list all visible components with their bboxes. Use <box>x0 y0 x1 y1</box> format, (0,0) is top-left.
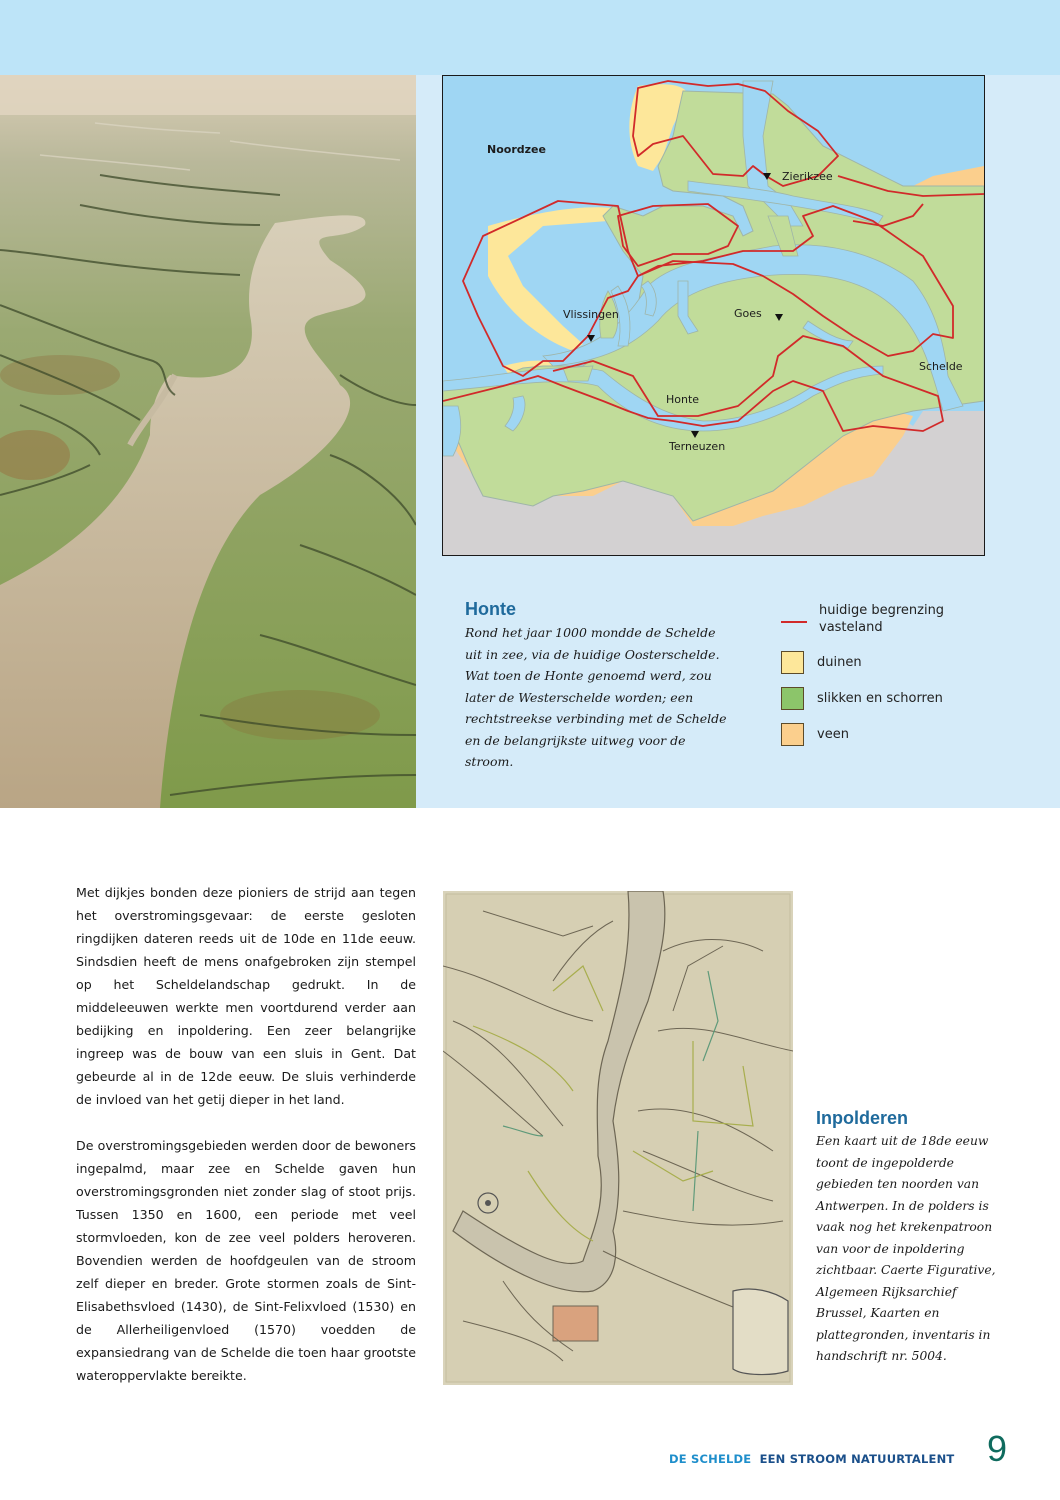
footer-series-title: DE SCHELDE <box>669 1452 752 1466</box>
page-number: 9 <box>987 1428 1008 1469</box>
map-label-goes: Goes <box>734 307 762 320</box>
inpolderen-caption-body: Een kaart uit de 18de eeuw toont de ingepolderde gebieden ten noorden van Antwerpen. In de polders is vaak nog het krekenpatroon van voor de inpoldering zichtbaar. Caerte Figurative, Algemeen Rijksarchief Brussel, Kaarten en plattegronden, inventaris in handschrift nr. 5004. <box>816 1134 996 1363</box>
map-label-zierikzee: Zierikzee <box>782 170 833 183</box>
aerial-photo-image <box>0 75 416 808</box>
body-paragraph-2: De overstromingsgebieden werden door de bewoners ingepalmd, maar zee en Schelde gaven hun overstromingsgronden niet zonder slag of stoot prijs. Tussen 1350 en 1600, een periode met veel stormvloeden, kon de zee veel polders heroveren. Bovendien werden de hoofdgeulen van de stroom zelf dieper en breder. Grote stormen zoals de Sint-Elisabethsvloed (1430), de Sint-Felixvloed (1530) en de Allerheiligenvloed (1570) voedden de expansiedrang van de Schelde die toen haar grootste wateroppervlakte bereikte. <box>76 1138 416 1383</box>
legend-item-boundary <box>781 602 1001 644</box>
old-map-image <box>443 891 793 1385</box>
legend-item-mudflats <box>781 680 1001 716</box>
map-label-terneuzen: Terneuzen <box>669 440 726 453</box>
legend-item-peat <box>781 716 1001 752</box>
honte-caption-body: Rond het jaar 1000 mondde de Schelde uit in zee, via de huidige Oosterschelde. Wat toen de Honte genoemd werd, zou later de Westerschelde worden; een rechtstreekse verbinding met de Schelde en de belangrijkste uitweg voor de stroom. <box>465 625 727 769</box>
red-line-icon <box>781 621 807 623</box>
legend-item-dunes <box>781 644 1001 680</box>
map-label-honte: Honte <box>666 393 700 406</box>
footer-book-title: EEN STROOM NATUURTALENT <box>759 1452 955 1466</box>
map-legend <box>781 602 1001 752</box>
map-label-noordzee: Noordzee <box>487 143 546 156</box>
map-label-vlissingen: Vlissingen <box>563 308 619 321</box>
legend-label: duinen <box>817 654 862 670</box>
inpolderen-caption-title: Inpolderen <box>816 1108 909 1128</box>
honte-caption <box>465 599 735 773</box>
honte-caption-title: Honte <box>465 599 516 619</box>
mudflats-swatch-icon <box>781 687 804 710</box>
running-footer <box>669 1452 954 1466</box>
inpolderen-caption <box>816 1108 996 1368</box>
legend-label: veen <box>817 726 849 742</box>
aerial-photo-salt-marsh <box>0 75 416 808</box>
top-color-band <box>0 0 1060 75</box>
dunes-swatch-icon <box>781 651 804 674</box>
historical-map-zeeland <box>442 75 985 556</box>
peat-swatch-icon <box>781 723 804 746</box>
legend-label: slikken en schorren <box>817 690 943 706</box>
body-paragraph-1: Met dijkjes bonden deze pioniers de strijd aan tegen het overstromingsgevaar: de eerste gesloten ringdijken dateren reeds uit de 10de en 11de eeuw. Sindsdien heeft de mens onafgebroken zijn stempel op het Scheldelandschap gedrukt. In de middeleeuwen werkte men voortdurend verder aan bedijking en inpoldering. Een zeer belangrijke ingreep was de bouw van een sluis in Gent. Dat gebeurde al in de 12de eeuw. De sluis verhinderde de invloed van het getij dieper in het land. <box>76 885 416 1107</box>
map-label-schelde: Schelde <box>919 360 963 373</box>
legend-label: huidige begrenzing vasteland <box>819 603 945 635</box>
old-map-antwerp-polders <box>443 891 793 1385</box>
